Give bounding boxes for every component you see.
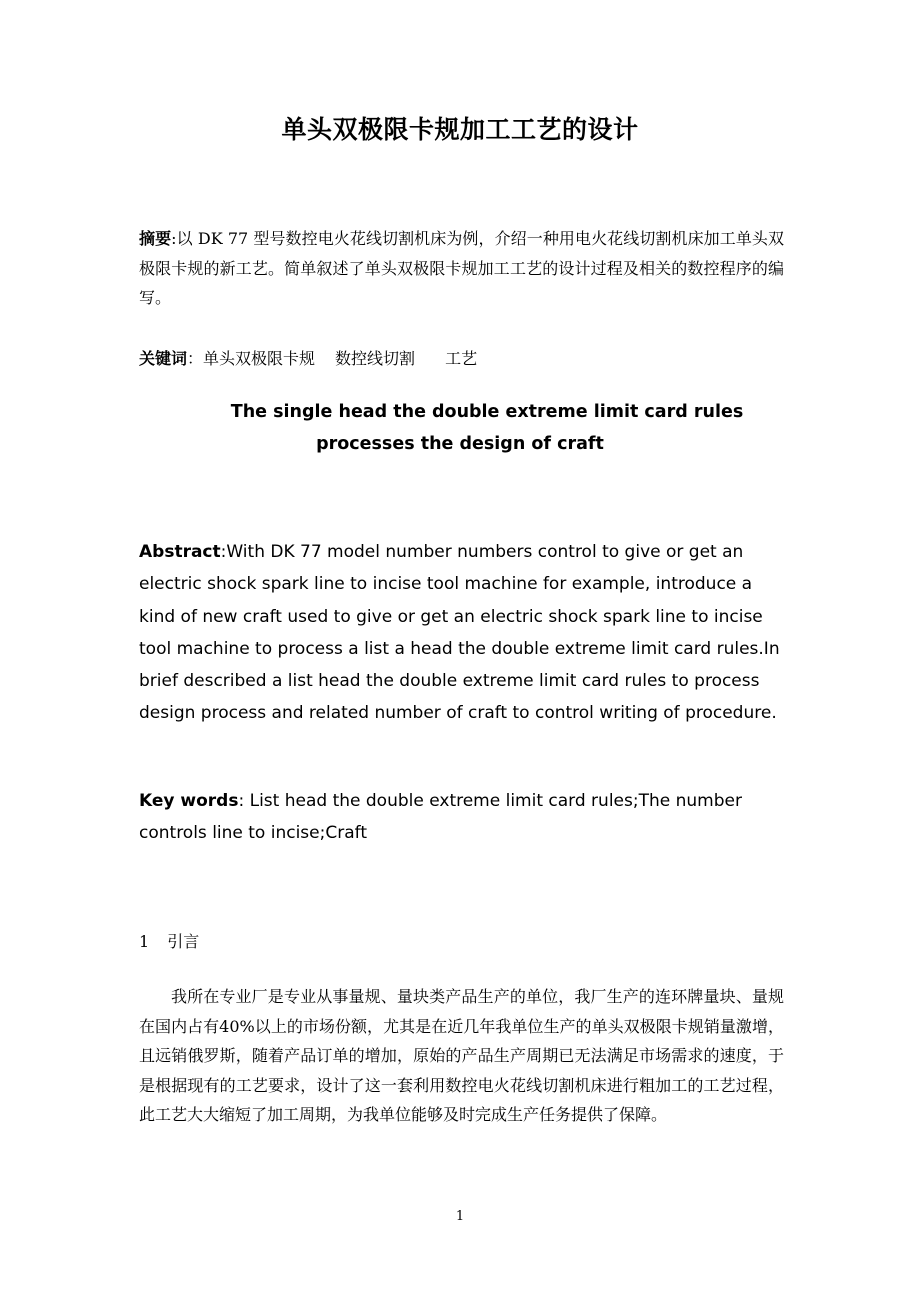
page-number: 1 <box>455 1209 465 1224</box>
keywords-cn-label: 关键词 <box>139 349 188 368</box>
keyword-cn-3: 工艺 <box>445 349 478 368</box>
keywords-en-sep: : <box>238 791 250 811</box>
english-title-line2: processes the design of craft <box>316 434 604 454</box>
keywords-cn <box>139 344 784 374</box>
section-heading <box>139 929 199 952</box>
abstract-cn-sep: : <box>171 229 177 248</box>
keyword-cn-2: 数控线切割 <box>335 349 416 368</box>
keywords-en-label: Key words <box>139 791 239 811</box>
abstract-en-sep: : <box>220 542 227 562</box>
section-number: 1 <box>139 932 150 951</box>
abstract-en-label: Abstract <box>139 542 221 562</box>
section-paragraph: 我所在专业厂是专业从事量规、量块类产品生产的单位，我厂生产的连环牌量块、量规在国内占有40%以上的市场份额，尤其是在近几年我单位生产的单头双极限卡规销量激增，且远销俄罗斯，随着产品订单的增加，原始的产品生产周期已无法满足市场需求的速度，于是根据现有的工艺要求，设计了这一套利用数控电火花线切割机床进行粗加工的工艺过程，此工艺大大缩短了加工周期，为我单位能够及时完成生产任务提供了保障。 <box>139 987 784 1124</box>
keywords-en <box>139 785 789 850</box>
section-title: 引言 <box>167 932 200 951</box>
keyword-cn-1: 单头双极限卡规 <box>203 349 316 368</box>
abstract-cn-text: 以 DK 77 型号数控电火花线切割机床为例，介绍一种用电火花线切割机床加工单头双极限卡规的新工艺。简单叙述了单头双极限卡规加工工艺的设计过程及相关的数控程序的编写。 <box>139 229 784 307</box>
abstract-en <box>139 536 789 730</box>
keywords-en-text: List head the double extreme limit card rules;The number controls line to incise;Craft <box>139 791 742 844</box>
page-title: 单头双极限卡规加工工艺的设计 <box>281 115 639 144</box>
english-title-line1: The single head the double extreme limit card rules <box>230 402 744 422</box>
abstract-en-text: With DK 77 model number numbers control to give or get an electric shock spark line to incise tool machine for example, introduce a kind of new craft used to give or get an electric shock spark line to incise tool machine to process a list a head the double extreme limit card rules.In brief described a list head the double extreme limit card rules to process design process and related number of craft to control writing of procedure. <box>139 542 780 724</box>
abstract-cn <box>139 224 784 313</box>
abstract-cn-label: 摘要 <box>139 229 172 248</box>
keywords-cn-sep: ： <box>187 349 204 368</box>
